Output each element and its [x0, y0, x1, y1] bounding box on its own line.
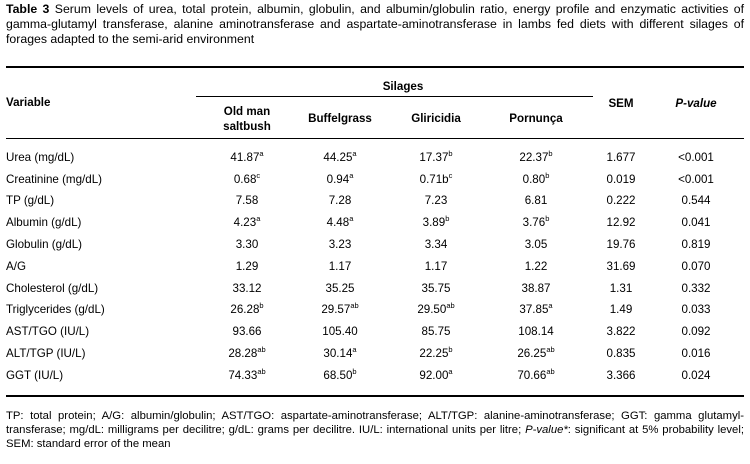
cell-sem: 31.69 — [606, 260, 636, 273]
cell-buffelgrass: 105.40 — [322, 325, 358, 338]
cell-variable: A/G — [6, 260, 26, 273]
significance-letter: b — [545, 171, 550, 181]
significance-letter: b — [445, 214, 450, 224]
table-caption-text: Serum levels of urea, total protein, albumin, globulin, and albumin/globulin ratio, energy profile and enzymatic activities of gamma-glutamyl transferase, alanine aminotransferase and aspartate-aminotransferase in lambs fed diets with different silages of forages adapted to the semi-arid environment — [6, 2, 744, 46]
cell-pvalue: <0.001 — [678, 173, 714, 186]
significance-letter: a — [256, 214, 261, 224]
cell-pvalue: 0.819 — [681, 238, 711, 251]
cell-pornunca: 26.25$^{ab}$ — [517, 345, 555, 360]
cell-gliricidia: 22.25$^b$ — [419, 345, 453, 360]
cell-variable: AST/TGO (IU/L) — [6, 325, 90, 338]
cell-pvalue: 0.016 — [681, 347, 711, 360]
bottom-rule — [6, 395, 744, 397]
significance-letter: ab — [257, 345, 266, 355]
significance-letter: a — [349, 171, 354, 181]
significance-letter: b — [548, 149, 553, 159]
header-rule — [6, 138, 744, 139]
cell-pornunca: 3.76$^b$ — [522, 214, 550, 229]
cell-buffelgrass: 35.25 — [325, 282, 355, 295]
significance-letter: a — [448, 367, 453, 377]
significance-letter: ab — [257, 367, 266, 377]
cell-pornunca: 6.81 — [524, 194, 548, 207]
cell-variable: Triglycerides (g/dL) — [6, 303, 105, 316]
cell-pornunca: 0.80$^b$ — [522, 171, 550, 186]
cell-old-man-saltbush: 28.28$^{ab}$ — [228, 345, 266, 360]
cell-gliricidia: $0.71b^c$ — [419, 171, 453, 186]
col-pvalue: P-value — [675, 97, 717, 110]
significance-letter: c — [448, 171, 453, 181]
cell-sem: 1.677 — [606, 151, 636, 164]
cell-pornunca: 22.37$^b$ — [519, 149, 553, 164]
cell-buffelgrass: 4.48$^a$ — [326, 214, 354, 229]
col-gliricidia: Gliricidia — [411, 112, 461, 125]
significance-letter: ab — [350, 301, 359, 311]
cell-sem: 3.366 — [606, 369, 636, 382]
table-label: Table 3 — [6, 2, 50, 16]
cell-old-man-saltbush: 1.29 — [235, 260, 259, 273]
col-old-man-saltbush-line2: saltbush — [223, 120, 271, 133]
col-sem: SEM — [608, 97, 634, 110]
significance-letter: b — [352, 367, 357, 377]
cell-variable: Creatinine (mg/dL) — [6, 173, 103, 186]
cell-pvalue: <0.001 — [678, 151, 714, 164]
cell-pvalue: 0.024 — [681, 369, 711, 382]
cell-old-man-saltbush: 3.30 — [235, 238, 259, 251]
cell-sem: 0.019 — [606, 173, 636, 186]
cell-pvalue: 0.092 — [681, 325, 711, 338]
significance-letter: a — [352, 149, 357, 159]
significance-letter: ab — [546, 345, 555, 355]
significance-letter: ab — [446, 301, 455, 311]
cell-buffelgrass: 30.14$^a$ — [323, 345, 357, 360]
cell-sem: 19.76 — [606, 238, 636, 251]
cell-gliricidia: 7.23 — [424, 194, 448, 207]
silages-header: Silages — [382, 80, 424, 93]
cell-old-man-saltbush: 93.66 — [232, 325, 262, 338]
cell-variable: Cholesterol (g/dL) — [6, 282, 99, 295]
significance-letter: b — [545, 214, 550, 224]
cell-variable: Urea (mg/dL) — [6, 151, 75, 164]
significance-letter: b — [259, 301, 264, 311]
significance-letter: a — [352, 345, 357, 355]
col-old-man-saltbush-line1: Old man — [223, 105, 271, 118]
cell-sem: 12.92 — [606, 216, 636, 229]
col-pornunca: Pornunça — [509, 112, 563, 125]
cell-pornunca: 70.66$^{ab}$ — [517, 367, 555, 382]
cell-buffelgrass: 7.28 — [328, 194, 352, 207]
cell-old-man-saltbush: 41.87$^a$ — [230, 149, 264, 164]
significance-letter: c — [256, 171, 261, 181]
cell-gliricidia: 92.00$^a$ — [419, 367, 453, 382]
silages-rule — [196, 96, 593, 97]
significance-letter: b — [448, 345, 453, 355]
significance-letter: a — [259, 149, 264, 159]
significance-letter: ab — [546, 367, 555, 377]
cell-old-man-saltbush: 0.68$^c$ — [233, 171, 261, 186]
cell-variable: Globulin (g/dL) — [6, 238, 83, 251]
cell-pvalue: 0.041 — [681, 216, 711, 229]
cell-gliricidia: 29.50$^{ab}$ — [417, 301, 455, 316]
cell-old-man-saltbush: 4.23$^a$ — [233, 214, 261, 229]
cell-gliricidia: 17.37$^b$ — [419, 149, 453, 164]
cell-old-man-saltbush: 33.12 — [232, 282, 262, 295]
cell-variable: GGT (IU/L) — [6, 369, 64, 382]
cell-old-man-saltbush: 74.33$^{ab}$ — [228, 367, 266, 382]
cell-pvalue: 0.033 — [681, 303, 711, 316]
cell-old-man-saltbush: 26.28$^b$ — [230, 301, 264, 316]
significance-letter: a — [349, 214, 354, 224]
cell-sem: 1.31 — [609, 282, 633, 295]
cell-gliricidia: 3.34 — [424, 238, 448, 251]
cell-variable: ALT/TGP (IU/L) — [6, 347, 86, 360]
significance-letter: b — [448, 149, 453, 159]
cell-buffelgrass: 44.25$^a$ — [323, 149, 357, 164]
cell-pornunca: 3.05 — [524, 238, 548, 251]
cell-sem: 0.222 — [606, 194, 636, 207]
cell-sem: 0.835 — [606, 347, 636, 360]
cell-pornunca: 38.87 — [521, 282, 551, 295]
cell-pvalue: 0.544 — [681, 194, 711, 207]
cell-pvalue: 0.070 — [681, 260, 711, 273]
table-caption — [6, 2, 744, 47]
cell-pornunca: 1.22 — [524, 260, 548, 273]
cell-buffelgrass: 29.57$^{ab}$ — [321, 301, 359, 316]
variable-header: Variable — [6, 96, 51, 109]
cell-buffelgrass: 3.23 — [328, 238, 352, 251]
cell-sem: 1.49 — [609, 303, 633, 316]
cell-gliricidia: 85.75 — [421, 325, 451, 338]
col-buffelgrass: Buffelgrass — [308, 112, 372, 125]
cell-buffelgrass: 68.50$^b$ — [323, 367, 357, 382]
cell-sem: 3.822 — [606, 325, 636, 338]
cell-variable: TP (g/dL) — [6, 194, 55, 207]
cell-pornunca: 37.85$^a$ — [519, 301, 553, 316]
table-footnote: TP: total protein; A/G: albumin/globulin; AST/TGO: aspartate-aminotransferase; ALT/TGP: alanine-aminotransferase; GGT: gamma glutamyl-transferase; mg/dL: milligrams per decilitre; g/dL: grams per decilitre. IU/L: international units per litre; P-value*: significant at 5% probability level; SEM: standard error of the mean — [6, 410, 744, 450]
cell-buffelgrass: 1.17 — [328, 260, 352, 273]
cell-buffelgrass: 0.94$^a$ — [326, 171, 354, 186]
cell-gliricidia: 1.17 — [424, 260, 448, 273]
significance-letter: a — [548, 301, 553, 311]
cell-pvalue: 0.332 — [681, 282, 711, 295]
cell-pornunca: 108.14 — [518, 325, 554, 338]
cell-old-man-saltbush: 7.58 — [235, 194, 259, 207]
cell-variable: Albumin (g/dL) — [6, 216, 82, 229]
cell-gliricidia: 35.75 — [421, 282, 451, 295]
cell-gliricidia: 3.89$^b$ — [422, 214, 450, 229]
top-rule — [6, 66, 744, 68]
